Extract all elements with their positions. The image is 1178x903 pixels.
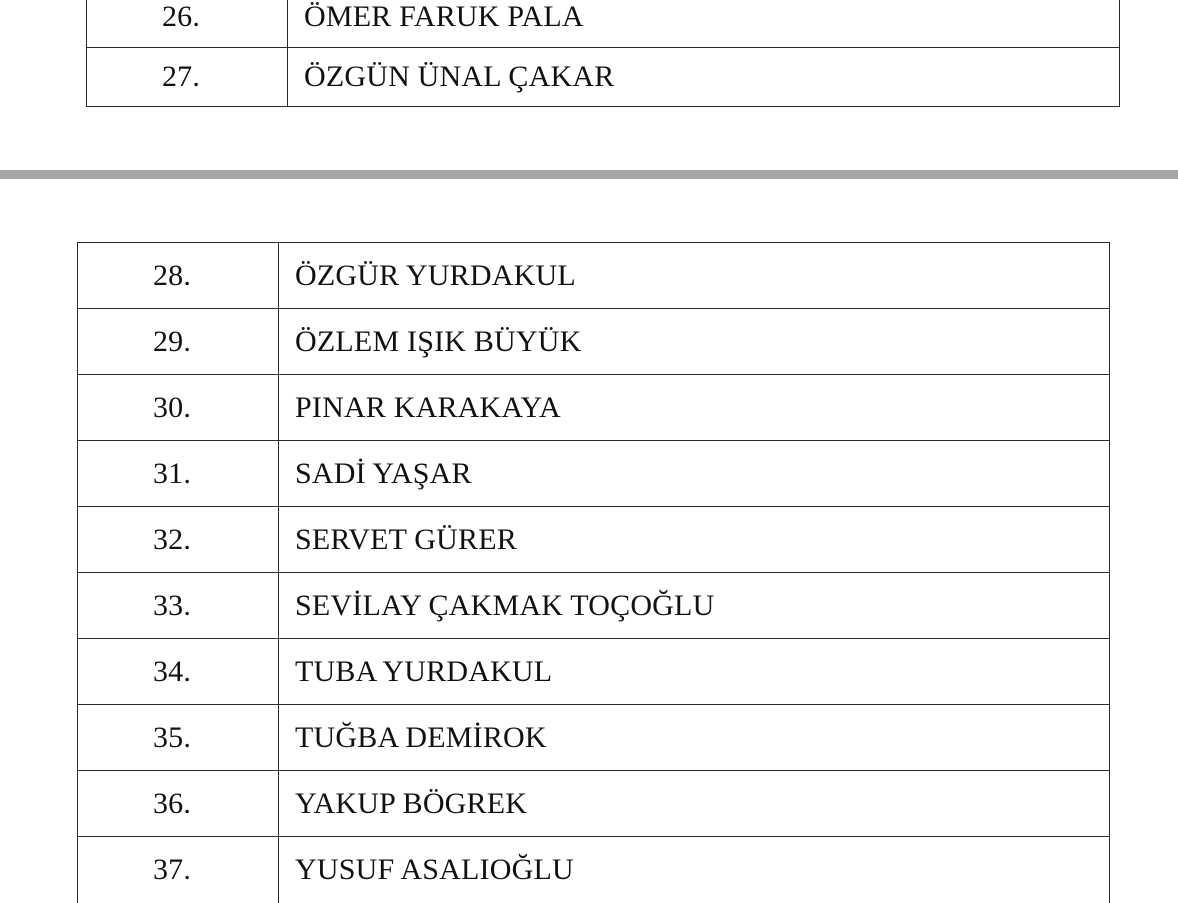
row-number: 32. (78, 507, 279, 573)
person-name: ÖMER FARUK PALA (288, 0, 1120, 47)
table-row (78, 375, 1110, 441)
person-name: ÖZGÜN ÜNAL ÇAKAR (288, 47, 1120, 106)
person-name: ÖZLEM IŞIK BÜYÜK (279, 309, 1110, 375)
row-number: 30. (78, 375, 279, 441)
name-list-table-top (86, 0, 1120, 107)
row-number: 29. (78, 309, 279, 375)
person-name: PINAR KARAKAYA (279, 375, 1110, 441)
row-number: 31. (78, 441, 279, 507)
row-number: 28. (78, 243, 279, 309)
name-list-table-bottom (77, 242, 1110, 903)
person-name: YUSUF ASALIOĞLU (279, 837, 1110, 903)
table-row (78, 309, 1110, 375)
row-number: 26. (87, 0, 288, 47)
row-number: 36. (78, 771, 279, 837)
table-row (78, 837, 1110, 903)
table-row (78, 705, 1110, 771)
person-name: SEVİLAY ÇAKMAK TOÇOĞLU (279, 573, 1110, 639)
table-row (78, 243, 1110, 309)
person-name: SADİ YAŞAR (279, 441, 1110, 507)
table-row (78, 573, 1110, 639)
row-number: 33. (78, 573, 279, 639)
person-name: ÖZGÜR YURDAKUL (279, 243, 1110, 309)
table-row (78, 771, 1110, 837)
person-name: YAKUP BÖGREK (279, 771, 1110, 837)
row-number: 37. (78, 837, 279, 903)
person-name: SERVET GÜRER (279, 507, 1110, 573)
table-row (78, 441, 1110, 507)
row-number: 35. (78, 705, 279, 771)
table-row (78, 507, 1110, 573)
page-break-bar (0, 170, 1178, 179)
table-row (87, 0, 1120, 47)
row-number: 34. (78, 639, 279, 705)
person-name: TUĞBA DEMİROK (279, 705, 1110, 771)
person-name: TUBA YURDAKUL (279, 639, 1110, 705)
row-number: 27. (87, 47, 288, 106)
table-row (87, 47, 1120, 106)
table-row (78, 639, 1110, 705)
